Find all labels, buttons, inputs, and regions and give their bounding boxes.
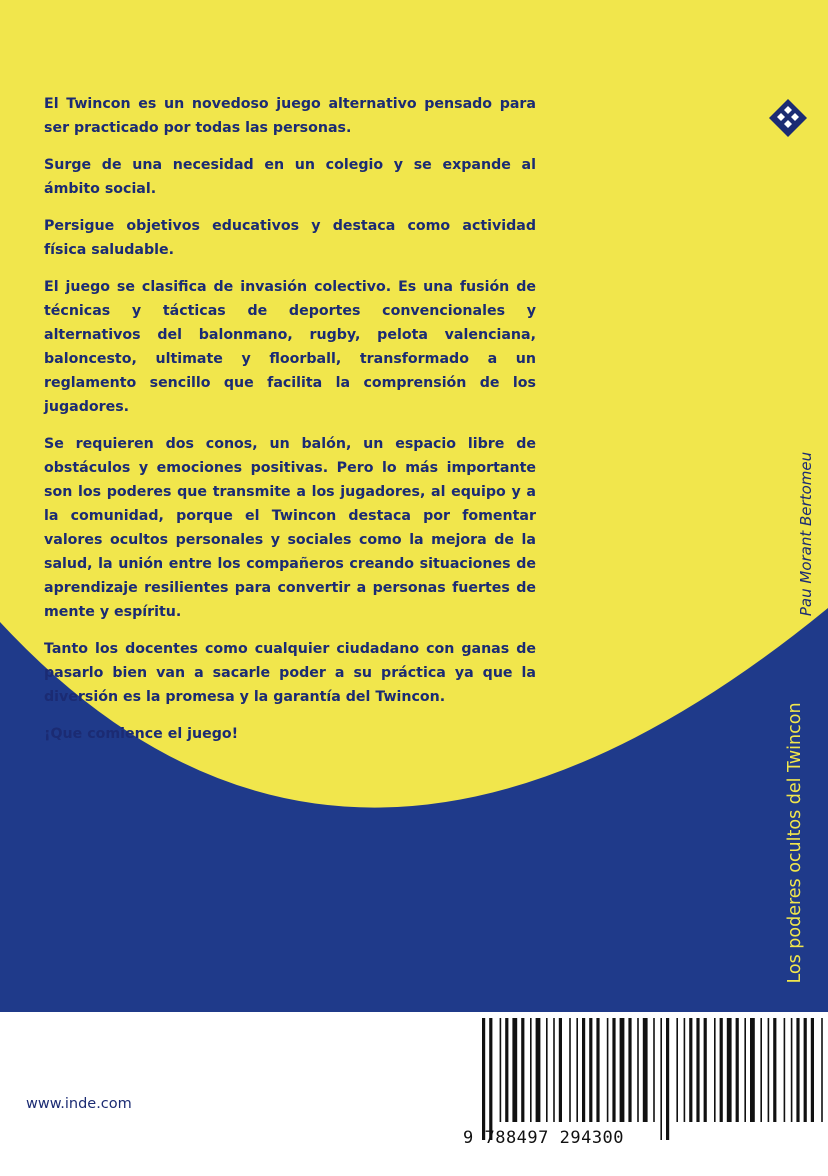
barcode-bar [676,1018,678,1122]
blurb-paragraph: Se requieren dos conos, un balón, un espacio libre de obstáculos y emociones positivas. Pero lo más importante son los poderes que transmite a los jugadores, al equipo y a la comunidad, porque el Twincon destaca por fomentar valores ocultos personales y sociales como la mejora de la salud, la unión entre los compañeros creando situaciones de aprendizaje resilientes para convertir a personas fuertes de mente y espíritu. [44,436,536,620]
barcode-bar [553,1018,555,1122]
barcode-bar [744,1018,746,1122]
barcode-bar [768,1018,770,1122]
barcode-bar [736,1018,739,1122]
barcode-bar [666,1018,669,1140]
barcode-bars [456,1018,828,1176]
barcode-bar [512,1018,517,1122]
barcode-bar [536,1018,541,1122]
blurb-paragraph: Tanto los docentes como cualquier ciudadano con ganas de pasarlo bien van a sacarle poder a su práctica ya que la diversión es la promesa y la garantía del Twincon. [44,641,536,705]
barcode-bar [727,1018,732,1122]
isbn-barcode [456,1018,828,1176]
barcode-bar [505,1018,508,1122]
barcode-bar [684,1018,686,1122]
barcode-bar [612,1018,615,1122]
barcode-bar [576,1018,578,1122]
barcode-bar [704,1018,707,1122]
blurb-text [44,92,536,759]
blurb-paragraph: El juego se clasifica de invasión colectivo. Es una fusión de técnicas y tácticas de deportes convencionales y alternativos del balonmano, rugby, pelota valenciana, baloncesto, ultimate y floorball, transformado a un reglamento sencillo que facilita la comprensión de los jugadores. [44,279,536,415]
author-name: Pau Morant Bertomeu [797,451,815,617]
barcode-bar [489,1018,492,1140]
barcode-bar [821,1018,823,1122]
barcode-bar [628,1018,631,1122]
barcode-bar [773,1018,776,1122]
barcode-bar [643,1018,648,1122]
book-title: Los poderes ocultos del Twincon [785,702,805,984]
barcode-bar [500,1018,502,1122]
barcode-bar [811,1018,814,1122]
barcode-bar [714,1018,716,1122]
barcode-bar [569,1018,571,1122]
barcode-bar [482,1018,485,1140]
barcode-bar [689,1018,692,1122]
barcode-bar [750,1018,755,1122]
barcode-bar [653,1018,655,1122]
barcode-bar [720,1018,723,1122]
barcode-bar [696,1018,699,1122]
barcode-bar [637,1018,639,1122]
barcode-bar [546,1018,548,1122]
isbn-number: 9 788497 294300 [463,1128,625,1148]
barcode-bar [660,1018,662,1140]
barcode-bar [559,1018,562,1122]
publisher-url[interactable]: www.inde.com [26,1096,132,1112]
barcode-bar [791,1018,793,1122]
barcode-bar [760,1018,762,1122]
barcode-bar [620,1018,625,1122]
barcode-bar [784,1018,786,1122]
barcode-bar [607,1018,609,1122]
barcode-bar [521,1018,524,1122]
blurb-closing: ¡Que comience el juego! [44,726,239,742]
blurb-paragraph: El Twincon es un novedoso juego alternativo pensado para ser practicado por todas las personas. [44,96,536,136]
barcode-bar [596,1018,599,1122]
diamond-lattice-icon [768,98,808,138]
barcode-bar [582,1018,585,1122]
barcode-bar [804,1018,807,1122]
barcode-bar [530,1018,532,1122]
blurb-paragraph: Persigue objetivos educativos y destaca como actividad física saludable. [44,218,536,258]
blurb-paragraph: Surge de una necesidad en un colegio y se expande al ámbito social. [44,157,536,197]
barcode-bar [796,1018,799,1122]
barcode-bar [589,1018,592,1122]
